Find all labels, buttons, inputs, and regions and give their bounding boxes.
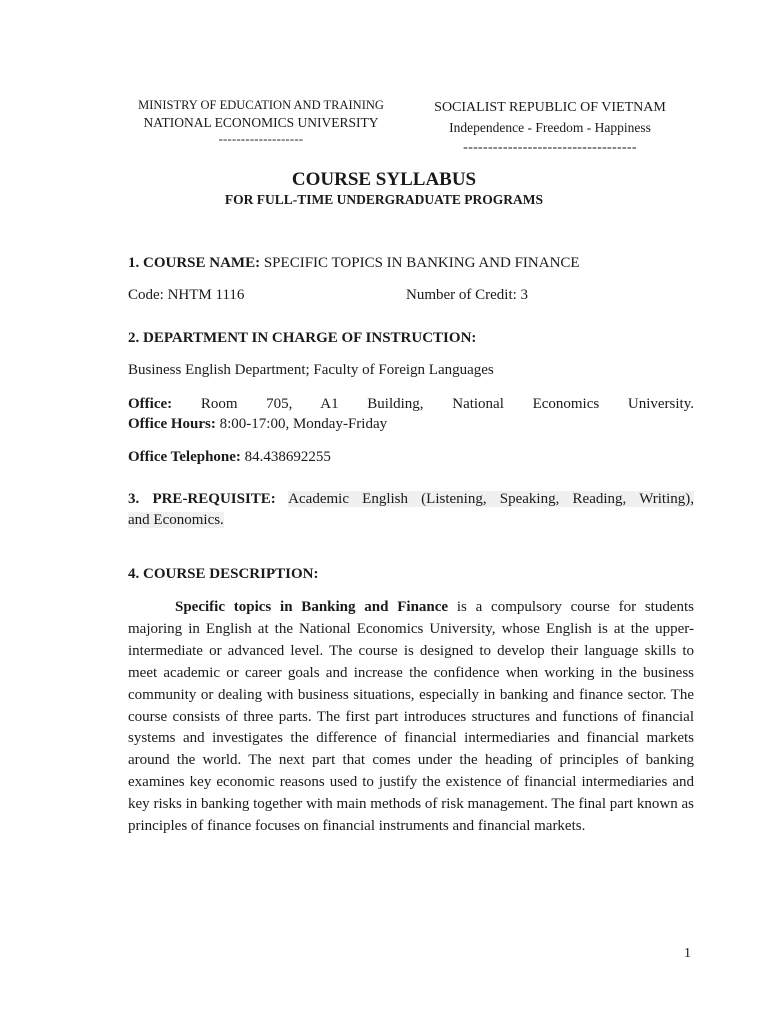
office-line bbox=[128, 396, 694, 413]
office-value: Room 705, A1 Building, National Economics University. bbox=[200, 396, 694, 412]
page-number: 1 bbox=[684, 946, 691, 961]
prerequisite-value-continued: and Economics. bbox=[128, 512, 224, 528]
description-body: is a compulsory course for students majoring in English at the National Economics University, whose English is at the upper-intermediate or advanced level. The course is designed to develop their language skills to meet academic or career goals and increase the confidence when working in the business community or dealing with business situations, especially in banking and finance sector. The course consists of three parts. The first part introduces structures and functions of financial systems and investigates the difference of financial intermediaries and financial markets around the world. The next part that comes under the heading of principles of banking examines key economic reasons used to justify the existence of financial intermediaries and key risks in banking together with main methods of risk management. The final part known as principles of finance focuses on financial instruments and financial markets. bbox=[128, 599, 694, 835]
ministry-header bbox=[128, 97, 394, 148]
prerequisite-heading: 3. PRE-REQUISITE: bbox=[128, 491, 276, 507]
course-name-value: SPECIFIC TOPICS IN BANKING AND FINANCE bbox=[263, 255, 580, 271]
document-subtitle: FOR FULL-TIME UNDERGRADUATE PROGRAMS bbox=[224, 192, 544, 207]
right-header-rule: ----------------------------------- bbox=[463, 140, 637, 155]
department-value: Business English Department; Faculty of Foreign Languages bbox=[128, 362, 494, 378]
course-name-line bbox=[128, 255, 580, 272]
office-hours-label: Office Hours: bbox=[128, 416, 216, 432]
prerequisite-line bbox=[128, 491, 694, 508]
office-hours-line bbox=[128, 416, 387, 433]
course-name-heading: 1. COURSE NAME: bbox=[128, 255, 261, 271]
republic-header bbox=[418, 98, 682, 158]
ministry-name: MINISTRY OF EDUCATION AND TRAINING bbox=[138, 98, 384, 112]
republic-name: SOCIALIST REPUBLIC OF VIETNAM bbox=[434, 100, 666, 115]
republic-motto: Independence - Freedom - Happiness bbox=[449, 120, 651, 135]
office-label: Office: bbox=[128, 396, 173, 412]
course-code: Code: NHTM 1116 bbox=[128, 287, 245, 303]
description-heading: 4. COURSE DESCRIPTION: bbox=[128, 566, 319, 582]
department-heading: 2. DEPARTMENT IN CHARGE OF INSTRUCTION: bbox=[128, 330, 477, 346]
prerequisite-value: Academic English (Listening, Speaking, Reading, Writing), bbox=[288, 491, 694, 507]
left-header-rule: ------------------- bbox=[218, 132, 304, 146]
office-hours-value: 8:00-17:00, Monday-Friday bbox=[219, 416, 388, 432]
office-telephone-value: 84.438692255 bbox=[244, 449, 331, 465]
description-lead: Specific topics in Banking and Finance bbox=[175, 599, 449, 615]
prerequisite-continuation bbox=[128, 512, 224, 529]
office-telephone-label: Office Telephone: bbox=[128, 449, 241, 465]
description-paragraph bbox=[128, 597, 694, 838]
office-telephone-line bbox=[128, 449, 331, 466]
course-credits: Number of Credit: 3 bbox=[406, 287, 529, 303]
document-title: COURSE SYLLABUS bbox=[291, 169, 477, 190]
university-name: NATIONAL ECONOMICS UNIVERSITY bbox=[143, 115, 379, 130]
